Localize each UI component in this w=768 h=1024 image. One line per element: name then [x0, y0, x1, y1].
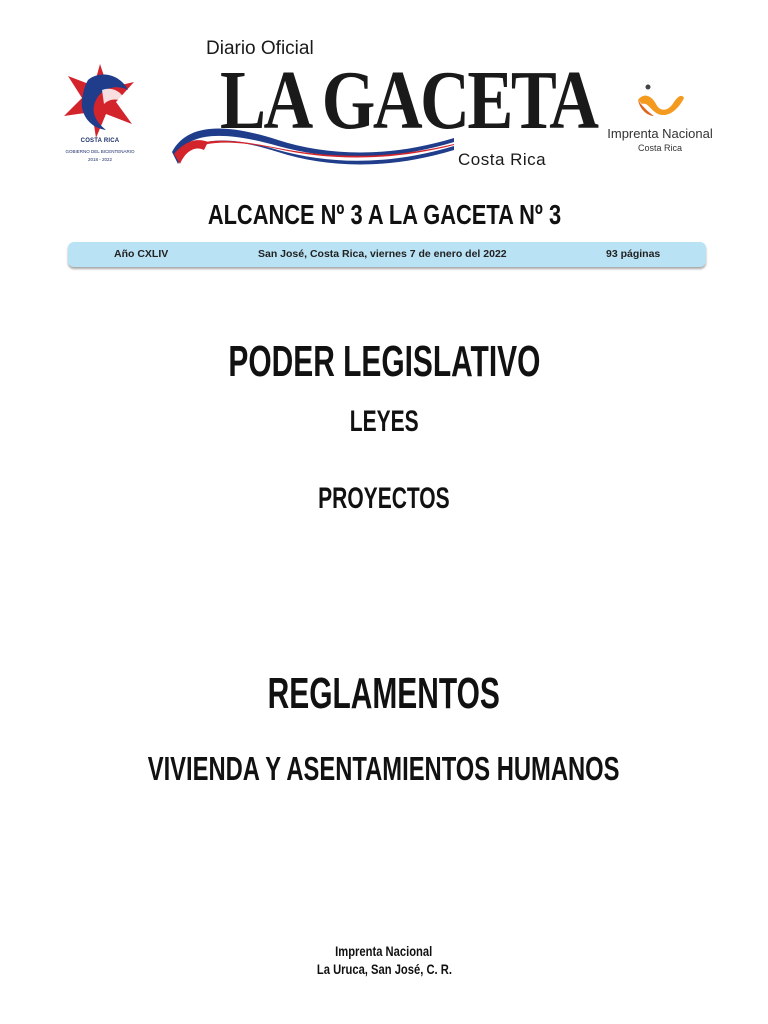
left-logo-years: 2018 - 2022: [87, 157, 113, 162]
subsection-title: LEYES: [349, 405, 419, 438]
info-pages: 93 páginas: [606, 248, 661, 260]
masthead-title: LA GACETA: [220, 54, 597, 147]
left-logo-subtitle: GOBIERNO DEL BICENTENARIO: [65, 149, 135, 154]
section-title: REGLAMENTOS: [267, 669, 501, 718]
footer-line: Imprenta Nacional: [335, 943, 433, 959]
masthead-top-line: Diario Oficial: [206, 38, 314, 59]
masthead: [168, 34, 597, 180]
bicentenario-logo: [50, 60, 150, 175]
section-poder-legislativo: [0, 337, 768, 387]
flag-ribbon-icon: [168, 114, 458, 174]
section-proyectos: [0, 482, 768, 516]
subsection-title: PROYECTOS: [318, 482, 450, 515]
imprenta-name: Imprenta Nacional: [607, 126, 713, 141]
footer-line: La Uruca, San José, C. R.: [316, 961, 452, 977]
bicentenario-star-icon: [50, 60, 150, 140]
section-vivienda: [0, 750, 768, 788]
section-reglamentos: [0, 669, 768, 719]
info-bar: [68, 242, 706, 267]
info-year: Año CXLIV: [114, 248, 169, 260]
imprenta-country: Costa Rica: [637, 143, 682, 153]
section-leyes: [0, 405, 768, 439]
subsection-title: VIVIENDA Y ASENTAMIENTOS HUMANOS: [148, 750, 620, 787]
footer-publisher: [0, 943, 768, 961]
info-place-date: San José, Costa Rica, viernes 7 de enero del 2022: [258, 248, 507, 260]
footer-address: [0, 961, 768, 979]
masthead-country: Costa Rica: [458, 150, 547, 169]
alcance-title: [0, 199, 768, 231]
section-title: PODER LEGISLATIVO: [228, 337, 540, 386]
alcance-title-text: ALCANCE Nº 3 A LA GACETA Nº 3: [207, 199, 561, 230]
imprenta-swirl-icon: [598, 82, 722, 124]
imprenta-nacional-logo: [598, 82, 722, 162]
left-logo-country: COSTA RICA: [80, 138, 120, 144]
